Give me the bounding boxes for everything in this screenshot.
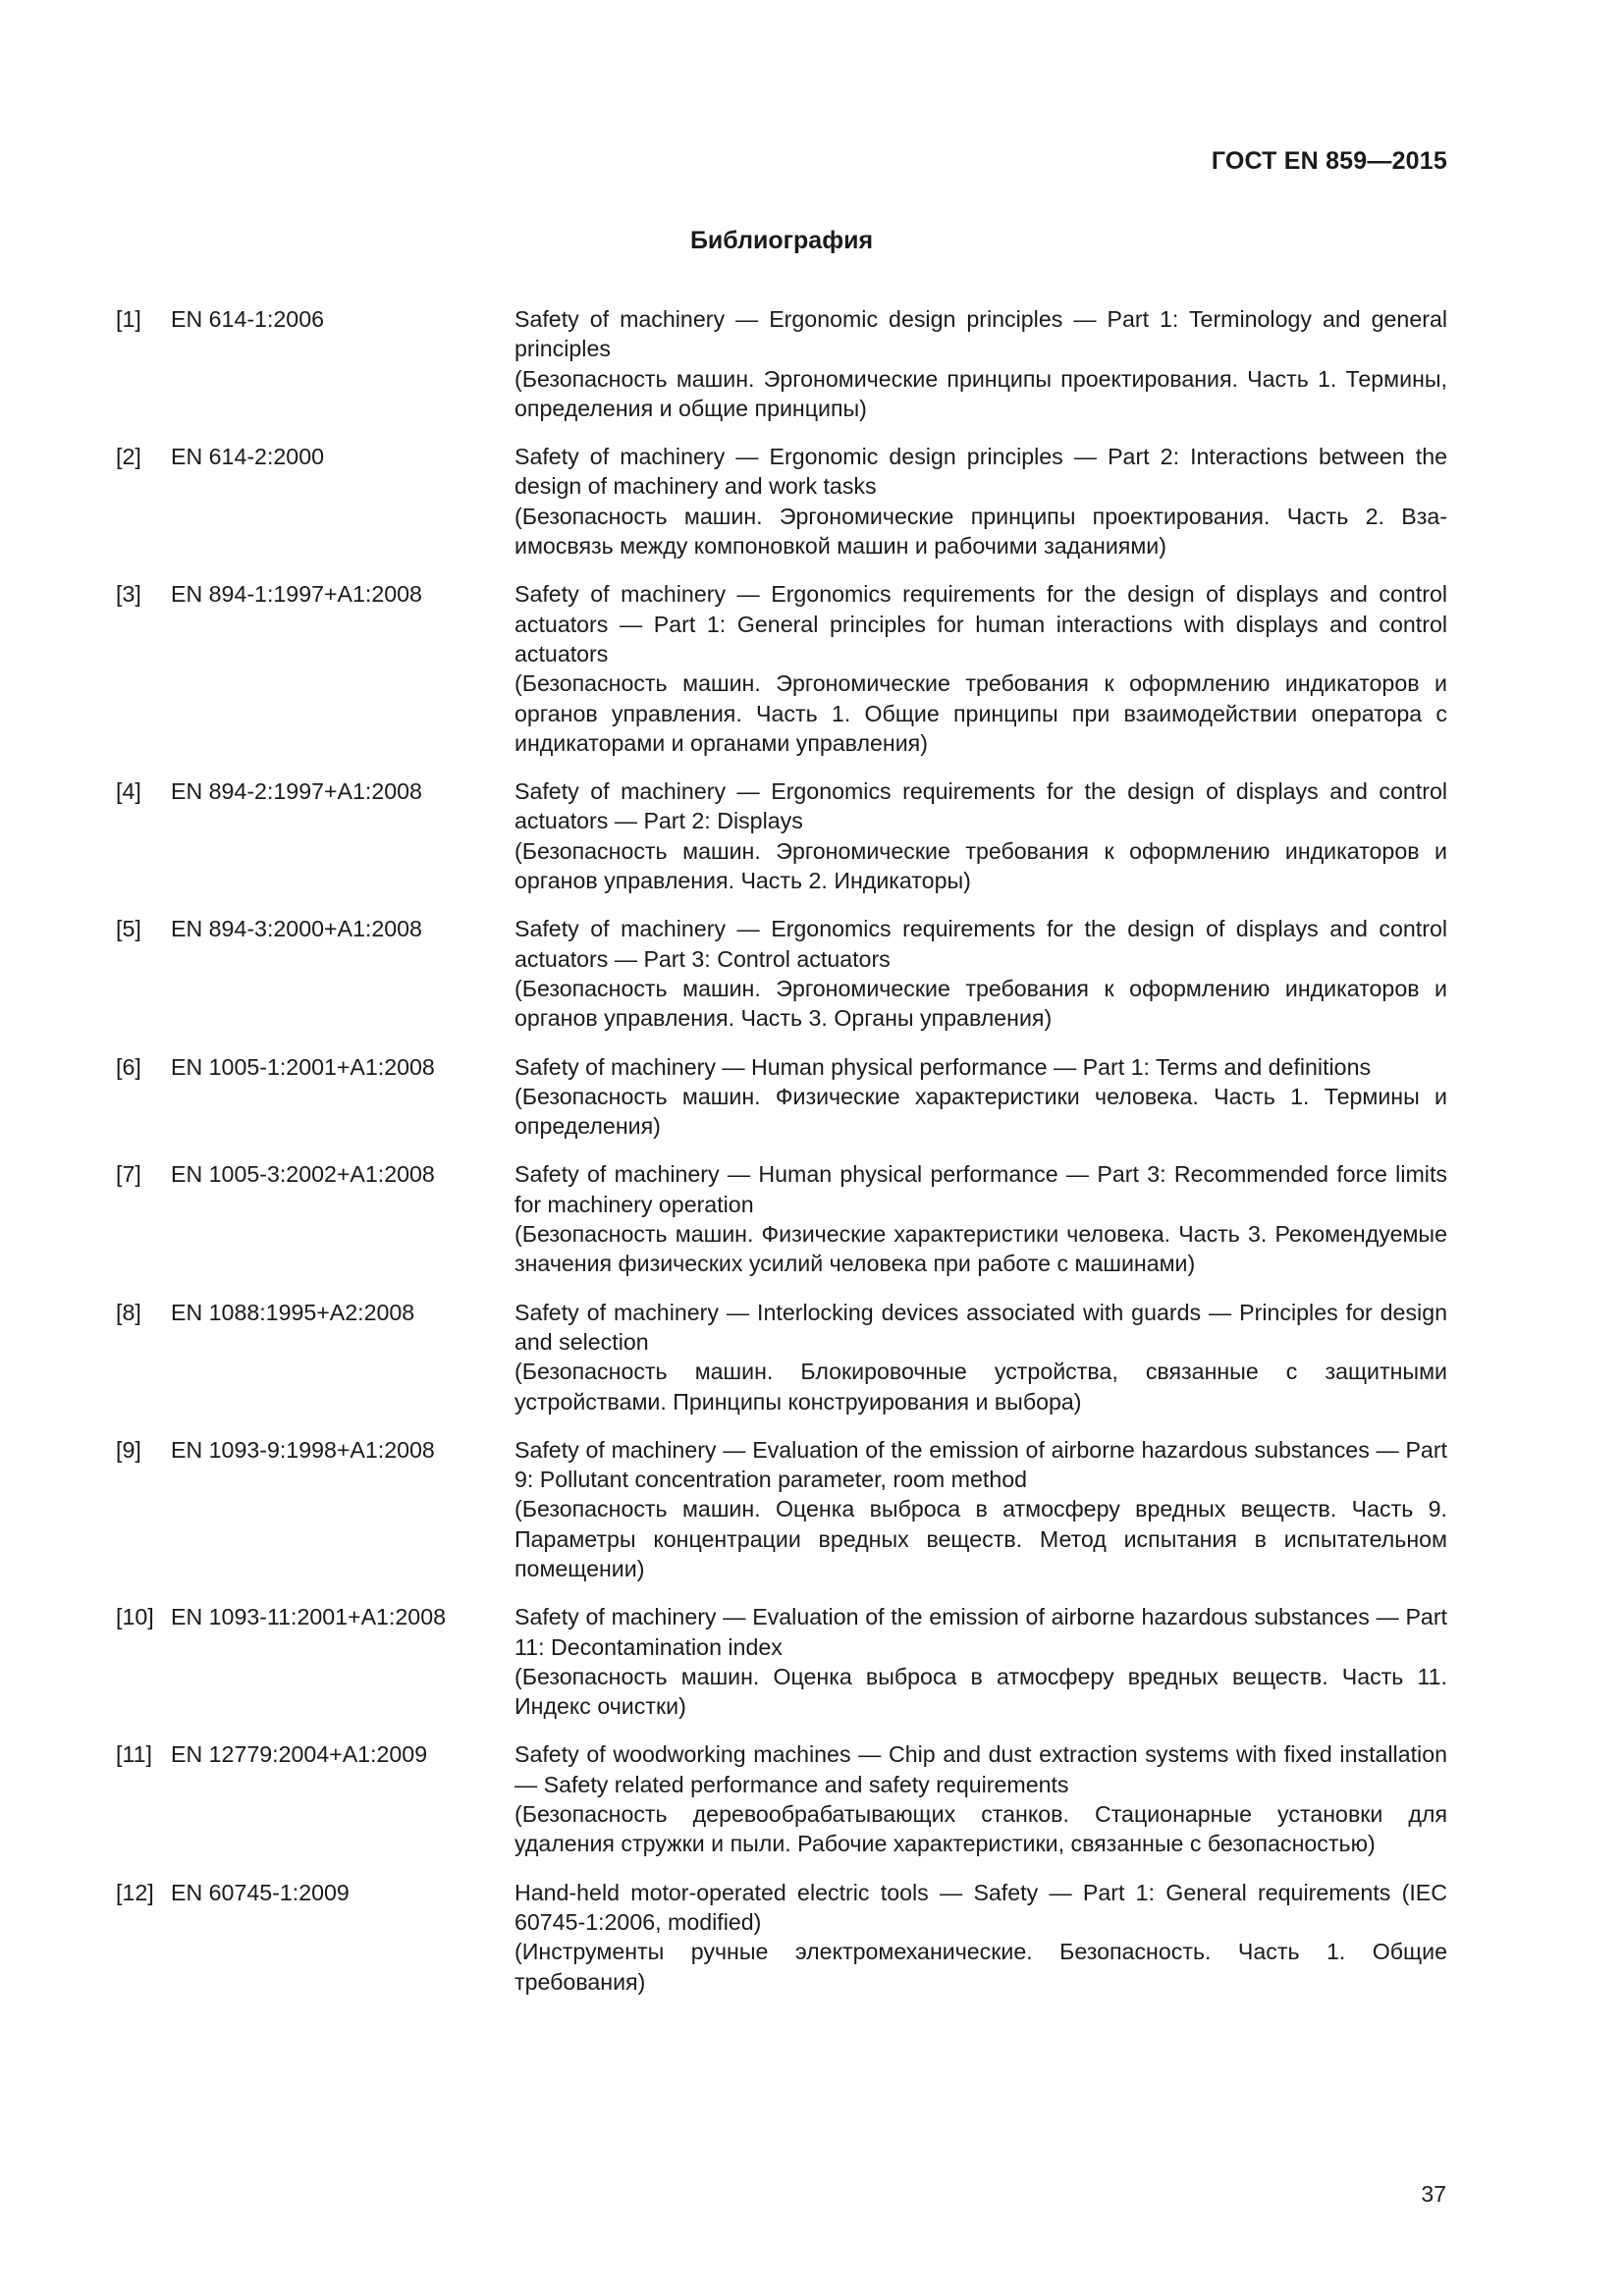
reference-standard-code: EN 894-1:1997+A1:2008 [171, 581, 422, 608]
reference-title-en: Safety of machinery — Human physical performance — Part 1: Terms and definitions [514, 1053, 1372, 1080]
reference-number: [12] [116, 1879, 154, 1905]
reference-number: [8] [116, 1299, 141, 1325]
reference-description [514, 1159, 1447, 1278]
reference-description [514, 442, 1447, 561]
reference-title-en: Safety of machinery — Evaluation of the emission of airborne hazardous substances — Part 11: Decontamination index [514, 1604, 1447, 1660]
reference-title-ru: (Безопасность машин. Эргономические принципы проектирования. Часть 1. Термины, определения и общие принципы) [514, 365, 1447, 421]
reference-title-ru: (Безопасность машин. Блокировочные устройства, связанные с защитными устройствами. Принципы конструирования и выбора) [514, 1359, 1447, 1415]
reference-item [116, 1739, 1447, 1858]
reference-number: [1] [116, 306, 141, 332]
reference-number: [10] [116, 1604, 154, 1630]
reference-title-ru: (Безопасность машин. Физические характеристики человека. Часть 1. Термины и определения) [514, 1083, 1447, 1140]
reference-standard-code: EN 894-2:1997+A1:2008 [171, 778, 422, 805]
reference-item [116, 1159, 1447, 1278]
reference-title-en: Safety of machinery — Interlocking devices associated with guards — Principles for design and selection [514, 1299, 1447, 1355]
reference-number: [2] [116, 444, 141, 470]
reference-description [514, 1435, 1447, 1583]
reference-number: [4] [116, 778, 141, 805]
reference-standard-code: EN 1093-9:1998+A1:2008 [171, 1436, 435, 1463]
reference-number: [7] [116, 1161, 141, 1188]
page-number: 37 [1421, 2181, 1446, 2207]
reference-title-ru: (Безопасность машин. Эргономические требования к оформлению индикаторов и органов управления. Часть 3. Органы управления) [514, 975, 1447, 1032]
reference-number: [3] [116, 581, 141, 608]
reference-number: [6] [116, 1053, 141, 1080]
reference-item [116, 776, 1447, 895]
reference-description [514, 1602, 1447, 1721]
reference-title-ru: (Безопасность машин. Оценка выброса в атмосферу вредных веществ. Часть 11. Индекс очистки) [514, 1663, 1447, 1720]
document-header: ГОСТ EN 859—2015 [1211, 147, 1447, 175]
reference-standard-code: EN 12779:2004+A1:2009 [171, 1741, 428, 1768]
reference-title-en: Safety of machinery — Ergonomics requirements for the design of displays and control actuators — Part 1: General principles for human interactions with displays and control actuators [514, 581, 1447, 667]
reference-title-en: Safety of machinery — Human physical performance — Part 3: Recommended force limits for machinery operation [514, 1161, 1447, 1217]
reference-title-en: Safety of woodworking machines — Chip and dust extraction systems with fixed installation — Safety related performance and safety requirements [514, 1741, 1447, 1797]
reference-description [514, 776, 1447, 895]
reference-item [116, 914, 1447, 1033]
reference-title-en: Safety of machinery — Ergonomics requirements for the design of displays and control actuators — Part 2: Displays [514, 778, 1447, 834]
reference-title-ru: (Безопасность деревообрабатывающих станков. Стационарные установки для удаления стружки и пыли. Рабочие характеристики, связанные с безопасностью) [514, 1801, 1447, 1857]
reference-item [116, 304, 1447, 423]
reference-number: [11] [116, 1741, 152, 1768]
reference-standard-code: EN 894-3:2000+A1:2008 [171, 916, 422, 942]
reference-description [514, 1298, 1447, 1416]
reference-title-ru: (Инструменты ручные электромеханические. Безопасность. Часть 1. Общие требования) [514, 1939, 1447, 1995]
reference-list [116, 304, 1447, 2015]
reference-item [116, 1052, 1447, 1142]
reference-standard-code: EN 614-1:2006 [171, 306, 324, 332]
reference-title-ru: (Безопасность машин. Эргономические требования к оформлению индикаторов и органов управления. Часть 2. Индикаторы) [514, 837, 1447, 894]
reference-title-ru: (Безопасность машин. Физические характеристики человека. Часть 3. Рекомендуемые значения физических усилий человека при работе с машинами) [514, 1221, 1447, 1277]
reference-description [514, 914, 1447, 1033]
reference-description [514, 1739, 1447, 1858]
reference-standard-code: EN 1088:1995+A2:2008 [171, 1299, 415, 1325]
reference-standard-code: EN 1093-11:2001+A1:2008 [171, 1604, 446, 1630]
reference-title-en: Safety of machinery — Ergonomics requirements for the design of displays and control actuators — Part 3: Control actuators [514, 916, 1447, 972]
reference-title-en: Safety of machinery — Evaluation of the emission of airborne hazardous substances — Part 9: Pollutant concentration parameter, room method [514, 1436, 1447, 1493]
reference-standard-code: EN 60745-1:2009 [171, 1879, 350, 1905]
reference-title-en: Safety of machinery — Ergonomic design principles — Part 2: Interactions between the design of machinery and work tasks [514, 444, 1447, 500]
reference-standard-code: EN 1005-1:2001+A1:2008 [171, 1053, 435, 1080]
reference-description [514, 1052, 1447, 1142]
reference-title-en: Hand-held motor-operated electric tools — Safety — Part 1: General requirements (IEC 60745-1:2006, modified) [514, 1879, 1447, 1935]
reference-standard-code: EN 1005-3:2002+A1:2008 [171, 1161, 435, 1188]
reference-item [116, 1435, 1447, 1583]
reference-item [116, 1878, 1447, 1997]
reference-description [514, 1878, 1447, 1997]
reference-title-en: Safety of machinery — Ergonomic design principles — Part 1: Terminology and general principles [514, 306, 1447, 362]
reference-title-ru: (Безопасность машин. Оценка выброса в атмосферу вредных веществ. Часть 9. Параметры концентрации вредных веществ. Метод испытания в испытательном помещении) [514, 1496, 1447, 1581]
reference-title-ru: (Безопасность машин. Эргономические требования к оформлению индикаторов и органов управления. Часть 1. Общие принципы при взаимодействии оператора с индикаторами и органами управления) [514, 670, 1447, 756]
reference-number: [5] [116, 916, 141, 942]
reference-item [116, 1298, 1447, 1416]
reference-number: [9] [116, 1436, 141, 1463]
reference-title-ru: (Безопасность машин. Эргономические принципы проектирования. Часть 2. Взаимосвязь между компоновкой машин и рабочими заданиями) [514, 503, 1447, 560]
reference-item [116, 579, 1447, 758]
bibliography-title: Библиография [689, 227, 874, 254]
reference-item [116, 1602, 1447, 1721]
reference-description [514, 579, 1447, 758]
reference-item [116, 442, 1447, 561]
reference-standard-code: EN 614-2:2000 [171, 444, 324, 470]
reference-description [514, 304, 1447, 423]
